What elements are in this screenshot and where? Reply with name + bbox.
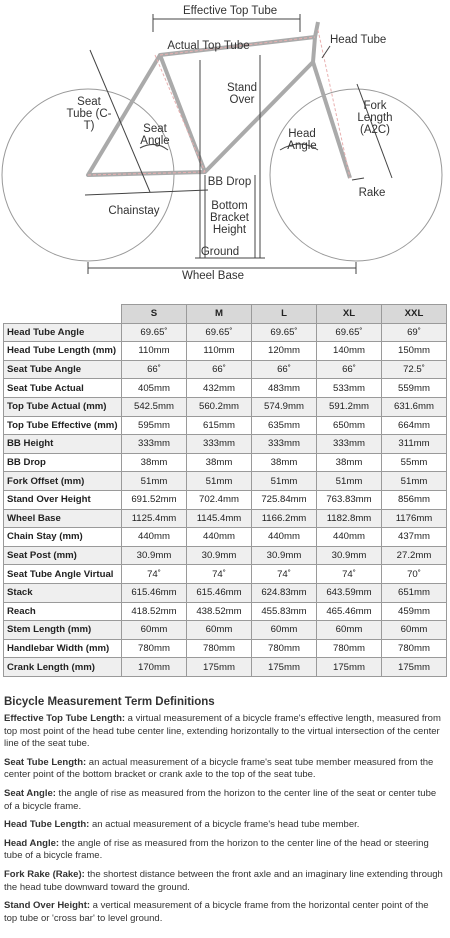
table-cell: 150mm	[382, 342, 447, 361]
label-rake: Rake	[358, 187, 386, 199]
definition-text: an actual measurement of a bicycle frame's seat tube member measured from the center point of the bottom bracket or crank axle to the top of the seat tube.	[4, 756, 434, 781]
table-cell: 725.84mm	[252, 490, 317, 509]
table-cell: 70˚	[382, 565, 447, 584]
table-cell: 30.9mm	[122, 546, 187, 565]
table-cell: 440mm	[187, 528, 252, 547]
table-cell: 311mm	[382, 435, 447, 454]
table-cell: 624.83mm	[252, 583, 317, 602]
table-cell: 1176mm	[382, 509, 447, 528]
table-cell: 702.4mm	[187, 490, 252, 509]
table-cell: 615.46mm	[122, 583, 187, 602]
table-cell: 66˚	[122, 360, 187, 379]
table-row	[4, 379, 447, 398]
table-cell: 175mm	[382, 658, 447, 677]
table-row	[4, 658, 447, 677]
table-cell: 418.52mm	[122, 602, 187, 621]
label-effective-top-tube: Effective Top Tube	[183, 5, 278, 17]
table-cell: 333mm	[122, 435, 187, 454]
table-row	[4, 583, 447, 602]
table-cell: 440mm	[317, 528, 382, 547]
table-cell: 38mm	[122, 453, 187, 472]
table-cell: 780mm	[187, 639, 252, 658]
row-label: BB Drop	[4, 453, 122, 472]
row-label: Fork Offset (mm)	[4, 472, 122, 491]
table-row	[4, 602, 447, 621]
row-label: BB Height	[4, 435, 122, 454]
table-cell: 51mm	[122, 472, 187, 491]
label-seat-tube: Seat Tube (C-T)	[66, 96, 112, 132]
row-label: Reach	[4, 602, 122, 621]
table-cell: 140mm	[317, 342, 382, 361]
table-cell: 175mm	[187, 658, 252, 677]
table-cell: 66˚	[317, 360, 382, 379]
table-cell: 405mm	[122, 379, 187, 398]
table-row	[4, 490, 447, 509]
table-cell: 691.52mm	[122, 490, 187, 509]
table-cell: 74˚	[252, 565, 317, 584]
definition-term: Effective Top Tube Length:	[4, 713, 126, 724]
table-cell: 38mm	[252, 453, 317, 472]
table-cell: 595mm	[122, 416, 187, 435]
label-bb-drop: BB Drop	[207, 176, 252, 188]
geometry-table-body	[4, 323, 447, 676]
table-row	[4, 639, 447, 658]
table-cell: 30.9mm	[187, 546, 252, 565]
row-label: Top Tube Effective (mm)	[4, 416, 122, 435]
definition-term: Stand Over Height:	[4, 900, 91, 912]
definition-term: Seat Angle:	[4, 787, 56, 799]
table-cell: 780mm	[252, 639, 317, 658]
definition-text: a vertical measurement of a bicycle frame from the horizontal center point of the top tube or 'cross bar' to level ground.	[4, 900, 429, 924]
definition-item	[4, 788, 444, 813]
size-header: S	[122, 305, 187, 324]
table-row	[4, 546, 447, 565]
table-cell: 69.65˚	[252, 323, 317, 342]
table-cell: 631.6mm	[382, 397, 447, 416]
definition-term: Head Angle:	[4, 837, 60, 849]
table-row	[4, 397, 447, 416]
bike-geometry-diagram	[0, 0, 450, 290]
size-header: XL	[317, 305, 382, 324]
table-cell: 51mm	[317, 472, 382, 491]
definition-text: the angle of rise as measured from the horizon to the center line of the head or steering tube of a bicycle frame.	[4, 837, 429, 862]
table-cell: 170mm	[122, 658, 187, 677]
table-cell: 533mm	[317, 379, 382, 398]
table-cell: 1125.4mm	[122, 509, 187, 528]
table-cell: 615mm	[187, 416, 252, 435]
table-row	[4, 472, 447, 491]
table-cell: 72.5˚	[382, 360, 447, 379]
definitions-title: Bicycle Measurement Term Definitions	[4, 696, 215, 708]
header-blank-cell	[4, 305, 122, 324]
table-cell: 333mm	[317, 435, 382, 454]
table-cell: 1145.4mm	[187, 509, 252, 528]
table-cell: 615.46mm	[187, 583, 252, 602]
table-cell: 74˚	[317, 565, 382, 584]
table-cell: 1182.8mm	[317, 509, 382, 528]
row-label: Seat Tube Actual	[4, 379, 122, 398]
table-row	[4, 528, 447, 547]
table-cell: 69.65˚	[187, 323, 252, 342]
table-cell: 483mm	[252, 379, 317, 398]
definition-item	[4, 900, 444, 925]
table-row	[4, 416, 447, 435]
table-cell: 560.2mm	[187, 397, 252, 416]
table-cell: 38mm	[317, 453, 382, 472]
definition-text: an actual measurement of a bicycle frame's head tube member.	[89, 819, 360, 831]
table-cell: 110mm	[122, 342, 187, 361]
row-label: Head Tube Length (mm)	[4, 342, 122, 361]
table-row	[4, 565, 447, 584]
table-cell: 27.2mm	[382, 546, 447, 565]
definition-item	[4, 713, 444, 751]
label-stand-over: Stand Over	[226, 82, 258, 106]
table-cell: 51mm	[252, 472, 317, 491]
table-cell: 30.9mm	[252, 546, 317, 565]
table-cell: 432mm	[187, 379, 252, 398]
row-label: Top Tube Actual (mm)	[4, 397, 122, 416]
table-cell: 333mm	[187, 435, 252, 454]
label-chainstay: Chainstay	[108, 205, 160, 217]
table-cell: 66˚	[187, 360, 252, 379]
label-actual-top-tube: Actual Top Tube	[167, 40, 250, 52]
table-cell: 465.46mm	[317, 602, 382, 621]
label-bottom-bracket-height: Bottom Bracket Height	[210, 200, 249, 236]
table-cell: 69.65˚	[122, 323, 187, 342]
definition-text: the angle of rise as measured from the horizon to the center line of the seat or center tube of a bicycle frame.	[4, 787, 437, 812]
table-cell: 51mm	[382, 472, 447, 491]
table-cell: 175mm	[252, 658, 317, 677]
table-cell: 559mm	[382, 379, 447, 398]
definition-text: the shortest distance between the front axle and an imaginary line extending through the head tube downward toward the ground.	[4, 868, 443, 893]
table-cell: 459mm	[382, 602, 447, 621]
table-cell: 780mm	[382, 639, 447, 658]
table-cell: 120mm	[252, 342, 317, 361]
table-cell: 74˚	[187, 565, 252, 584]
table-row	[4, 323, 447, 342]
table-row	[4, 509, 447, 528]
table-cell: 333mm	[252, 435, 317, 454]
table-cell: 763.83mm	[317, 490, 382, 509]
table-cell: 60mm	[317, 621, 382, 640]
table-cell: 651mm	[382, 583, 447, 602]
table-cell: 1166.2mm	[252, 509, 317, 528]
row-label: Seat Tube Angle	[4, 360, 122, 379]
label-head-tube: Head Tube	[330, 34, 387, 46]
size-header: XXL	[382, 305, 447, 324]
table-row	[4, 342, 447, 361]
table-cell: 60mm	[252, 621, 317, 640]
table-cell: 60mm	[382, 621, 447, 640]
row-label: Seat Post (mm)	[4, 546, 122, 565]
row-label: Stand Over Height	[4, 490, 122, 509]
definition-item	[4, 757, 444, 782]
table-header-row	[4, 305, 447, 324]
table-cell: 30.9mm	[317, 546, 382, 565]
definitions-list	[4, 713, 444, 925]
definition-term: Seat Tube Length:	[4, 756, 87, 768]
row-label: Handlebar Width (mm)	[4, 639, 122, 658]
definition-text: a virtual measurement of a bicycle frame's effective length, measured from top most point of the head tube center line, extending horizontally to the virtual intersection of the center line of the seat tube.	[4, 713, 441, 750]
row-label: Head Tube Angle	[4, 323, 122, 342]
row-label: Stack	[4, 583, 122, 602]
table-cell: 635mm	[252, 416, 317, 435]
table-cell: 51mm	[187, 472, 252, 491]
definition-item	[4, 819, 444, 832]
table-cell: 643.59mm	[317, 583, 382, 602]
table-row	[4, 435, 447, 454]
definitions-section	[4, 696, 444, 931]
label-fork-length: Fork Length (A2C)	[357, 100, 393, 136]
table-cell: 38mm	[187, 453, 252, 472]
table-cell: 664mm	[382, 416, 447, 435]
size-header: L	[252, 305, 317, 324]
table-cell: 542.5mm	[122, 397, 187, 416]
table-cell: 55mm	[382, 453, 447, 472]
row-label: Chain Stay (mm)	[4, 528, 122, 547]
table-cell: 437mm	[382, 528, 447, 547]
definition-item	[4, 838, 444, 863]
table-cell: 455.83mm	[252, 602, 317, 621]
row-label: Seat Tube Angle Virtual	[4, 565, 122, 584]
table-cell: 74˚	[122, 565, 187, 584]
definition-term: Head Tube Length:	[4, 819, 90, 831]
table-cell: 440mm	[122, 528, 187, 547]
table-cell: 856mm	[382, 490, 447, 509]
row-label: Crank Length (mm)	[4, 658, 122, 677]
definition-term: Fork Rake (Rake):	[4, 868, 85, 880]
definition-item	[4, 869, 444, 894]
table-cell: 69.65˚	[317, 323, 382, 342]
table-cell: 650mm	[317, 416, 382, 435]
table-row	[4, 621, 447, 640]
label-ground: Ground	[200, 246, 240, 258]
size-header: M	[187, 305, 252, 324]
geometry-table	[3, 304, 447, 677]
label-head-angle: Head Angle	[287, 128, 317, 152]
table-cell: 69˚	[382, 323, 447, 342]
row-label: Wheel Base	[4, 509, 122, 528]
table-cell: 440mm	[252, 528, 317, 547]
table-cell: 175mm	[317, 658, 382, 677]
table-cell: 438.52mm	[187, 602, 252, 621]
table-cell: 574.9mm	[252, 397, 317, 416]
table-cell: 591.2mm	[317, 397, 382, 416]
row-label: Stem Length (mm)	[4, 621, 122, 640]
label-seat-angle: Seat Angle	[140, 123, 170, 147]
table-cell: 66˚	[252, 360, 317, 379]
table-cell: 780mm	[317, 639, 382, 658]
label-wheel-base: Wheel Base	[181, 270, 244, 282]
table-row	[4, 453, 447, 472]
table-cell: 60mm	[122, 621, 187, 640]
table-cell: 60mm	[187, 621, 252, 640]
table-cell: 780mm	[122, 639, 187, 658]
table-cell: 110mm	[187, 342, 252, 361]
table-row	[4, 360, 447, 379]
